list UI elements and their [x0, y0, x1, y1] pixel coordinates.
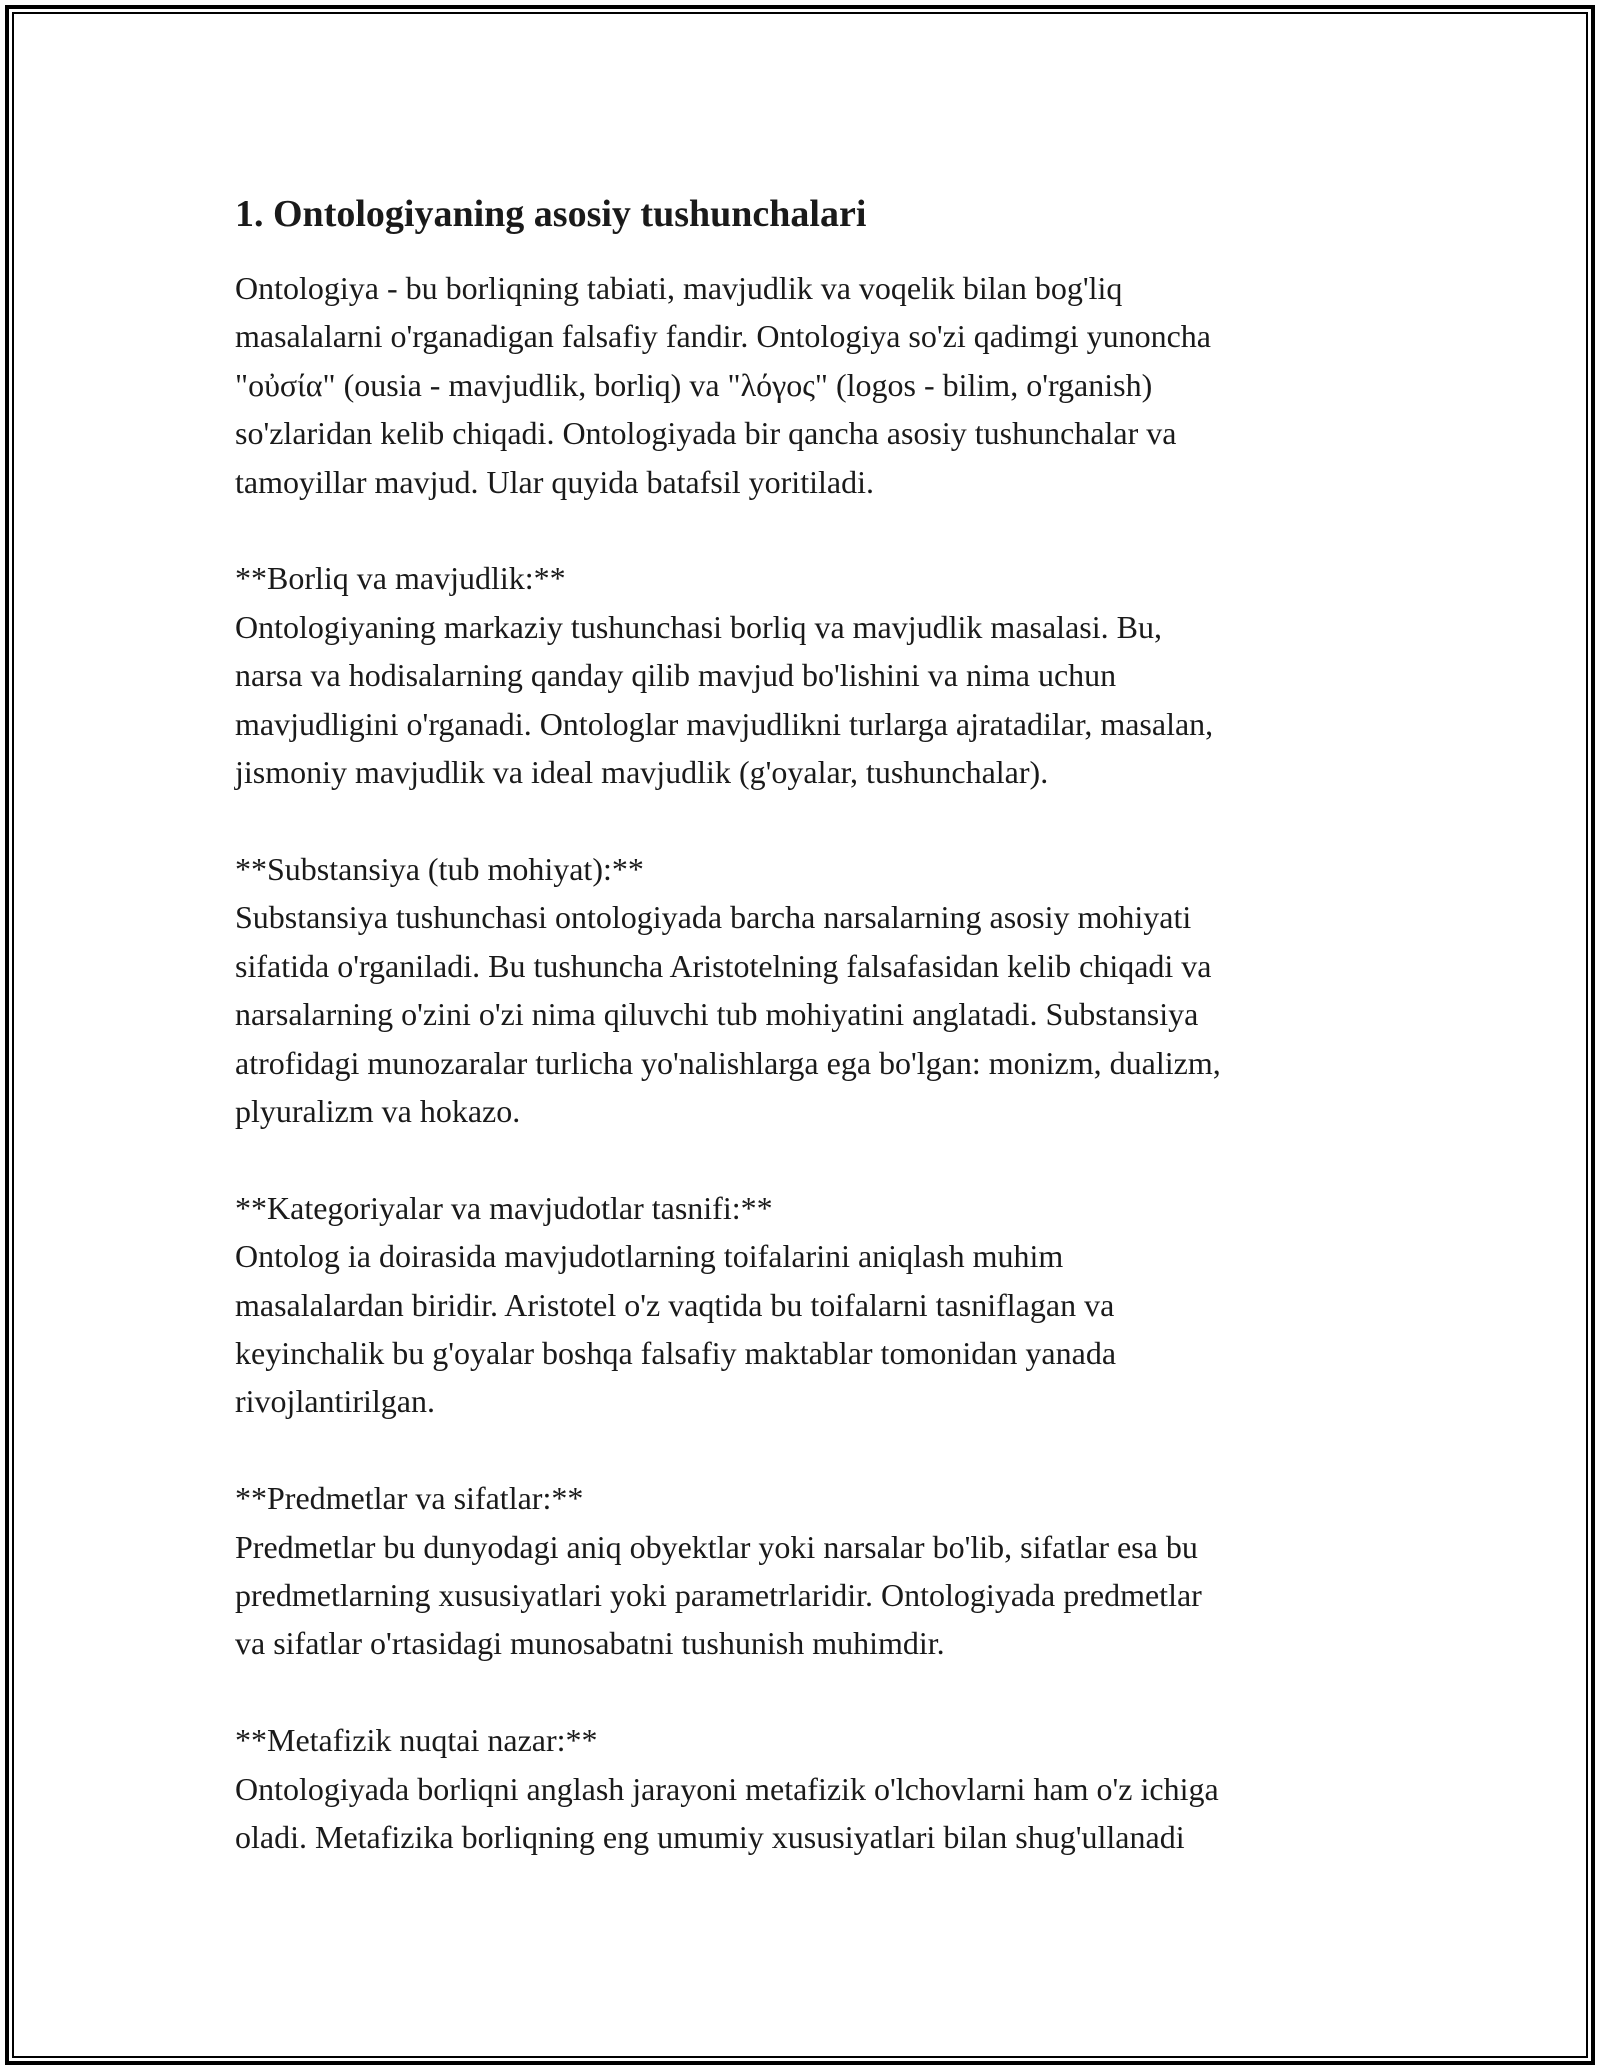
document-body-text: Ontologiya - bu borliqning tabiati, mavjudlik va voqelik bilan bog'liq masalalarni o'rganadigan falsafiy fandir. Ontologiya so'zi qadimgi yunoncha "οὐσία" (ousia - mavjudlik, borliq) va "λόγος" (logos - bilim, o'rganish) so'zlaridan kelib chiqadi. Ontologiyada bir qancha asosiy tushunchalar va tamoyillar mavjud. Ular quyida batafsil yoritiladi. **Borliq va mavjudlik:** Ontologiyaning markaziy tushunchasi borliq va mavjudlik masalasi. Bu, narsa va hodisalarning qanday qilib mavjud bo'lishini va nima uchun mavjudligini o'rganadi. Ontologlar mavjudlikni turlarga ajratadilar, masalan, jismoniy mavjudlik va ideal mavjudlik (g'oyalar, tushunchalar). **Substansiya (tub mohiyat):** Substansiya tushunchasi ontologiyada barcha narsalarning asosiy mohiyati sifatida o'rganiladi. Bu tushuncha Aristotelning falsafasidan kelib chiqadi va narsalarning o'zini o'zi nima qiluvchi tub mohiyatini anglatadi. Substansiya atrofidagi munozaralar turlicha yo'nalishlarga ega bo'lgan: monizm, dualizm, plyuralizm va hokazo. **Kategoriyalar va mavjudotlar tasnifi:** Ontolog ia doirasida mavjudotlarning toifalarini aniqlash muhim masalalardan biridir. Aristotel o'z vaqtida bu toifalarni tasniflagan va keyinchalik bu g'oyalar boshqa falsafiy maktablar tomonidan yanada rivojlantirilgan. **Predmetlar va sifatlar:** Predmetlar bu dunyodagi aniq obyektlar yoki narsalar bo'lib, sifatlar esa bu predmetlarning xususiyatlari yoki parametrlaridir. Ontologiyada predmetlar va sifatlar o'rtasidagi munosabatni tushunish muhimdir. **Metafizik nuqtai nazar:** Ontologiyada borliqni anglash jarayoni metafizik o'lchovlarni ham o'z ichiga oladi. Metafizika borliqning eng umumiy xususiyatlari bilan shug'ullanadi	[235, 270, 1221, 1855]
document-content	[235, 184, 1395, 1861]
page-title: 1. Ontologiyaning asosiy tushunchalari	[235, 193, 867, 235]
